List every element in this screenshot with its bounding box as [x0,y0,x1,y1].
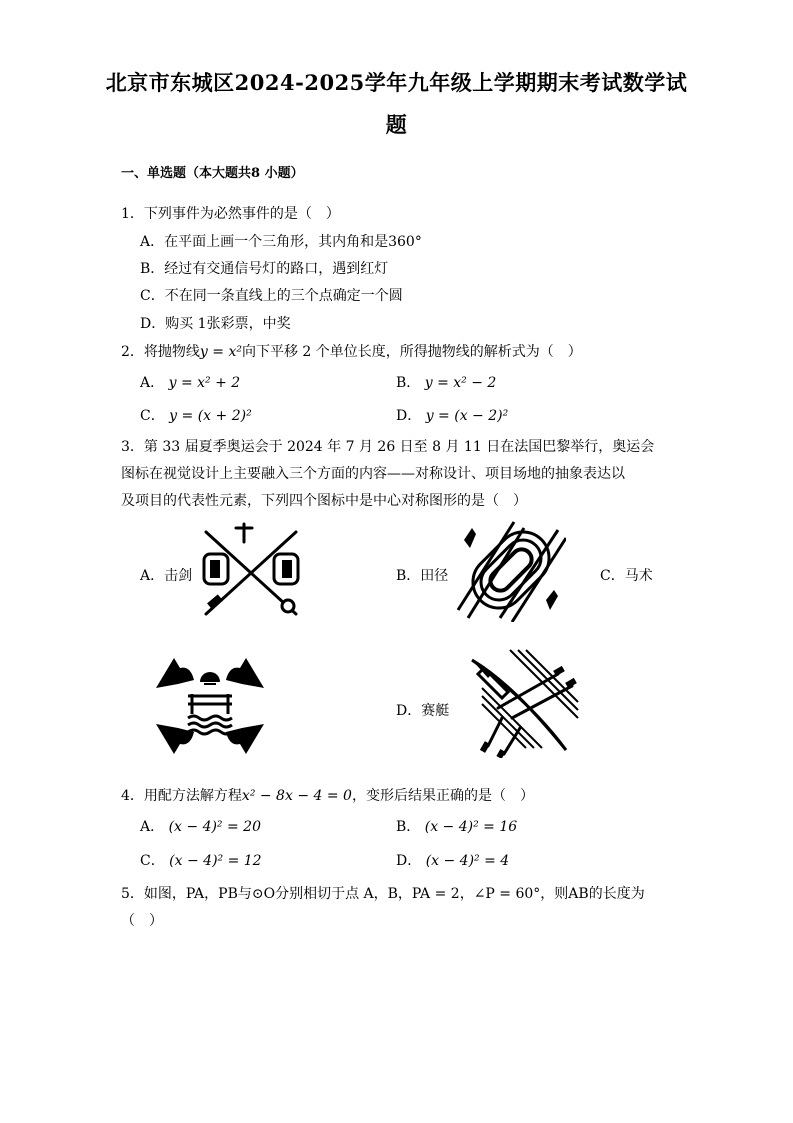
q2-option-a [140,372,240,392]
section-heading: 一、单选题（本大题共8 小题） [121,166,304,181]
q5-stem-line-2: （ ） [121,913,163,929]
q3-option-c-label: C．马术 [600,568,653,584]
q2-option-d [396,405,508,425]
q3-stem-line-3: 及项目的代表性元素，下列四个图标中是中心对称图形的是（ ） [121,493,527,509]
q4-option-c [140,850,262,870]
q3-option-b-label: B．田径 [396,568,449,584]
q2-option-b-label: B． [396,375,421,391]
fencing-icon [196,518,306,622]
q2-stem-expression: y = x² [199,344,242,360]
q4-stem-start: 4．用配方法解方程 [121,788,242,804]
athletics-icon [456,518,566,622]
q4-option-b-label: B． [396,819,421,835]
q4-option-b [396,816,517,836]
q4-option-c-label: C． [140,853,165,869]
q2-option-d-expr: y = (x − 2)² [425,408,509,424]
q3-option-a-label: A．击剑 [140,568,193,584]
q2-stem-start: 2．将抛物线 [121,344,200,360]
q5-stem-line-1: 5．如图，PA，PB与⊙O分别相切于点 A，B，PA = 2，∠P = 60°，则AB的长度为 [121,886,645,902]
q1-option-b: B．经过有交通信号灯的路口，遇到红灯 [140,261,389,277]
q2-stem-end: 向下平移 2 个单位长度，所得抛物线的解析式为（ ） [241,344,582,360]
q4-option-a [140,816,261,836]
q1-option-a: A．在平面上画一个三角形，其内角和是360° [140,234,422,250]
q1-stem: 1．下列事件为必然事件的是（ ） [121,206,340,222]
title-line-1: 北京市东城区2024-2025学年九年级上学期期末考试数学试 [105,70,688,95]
q4-option-a-label: A． [140,819,165,835]
q4-stem [121,785,534,805]
q3-stem-line-1: 3．第 33 届夏季奥运会于 2024 年 7 月 26 日至 8 月 11 日在法国巴黎举行，奥运会 [121,439,655,455]
q1-option-c: C．不在同一条直线上的三个点确定一个圆 [140,288,403,304]
q2-option-d-label: D． [396,408,422,424]
q2-option-c-expr: y = (x + 2)² [169,408,252,424]
q1-option-d: D．购买 1张彩票，中奖 [140,316,291,332]
q4-option-d [396,850,509,870]
document-title [100,62,693,146]
rowing-icon [462,648,580,758]
q4-option-d-expr: (x − 4)² = 4 [425,853,510,869]
equestrian-icon [152,650,268,762]
q2-option-a-label: A． [140,375,165,391]
q2-option-b [396,372,496,392]
q4-option-b-expr: (x − 4)² = 16 [424,819,518,835]
q4-stem-end: ，变形后结果正确的是（ ） [351,788,534,804]
q3-stem-line-2: 图标在视觉设计上主要融入三个方面的内容——对称设计、项目场地的抽象表达以 [121,466,625,482]
q4-stem-expression: x² − 8x − 4 = 0 [241,788,352,804]
q2-option-a-expr: y = x² + 2 [168,375,241,391]
q4-option-a-expr: (x − 4)² = 20 [168,819,261,835]
q4-option-c-expr: (x − 4)² = 12 [169,853,262,869]
q3-option-d-label: D．赛艇 [396,703,450,719]
q4-option-d-label: D． [396,853,422,869]
title-line-2: 题 [385,112,408,137]
q2-option-c-label: C． [140,408,165,424]
q2-stem [121,341,582,361]
q2-option-b-expr: y = x² − 2 [424,375,497,391]
q2-option-c [140,405,252,425]
